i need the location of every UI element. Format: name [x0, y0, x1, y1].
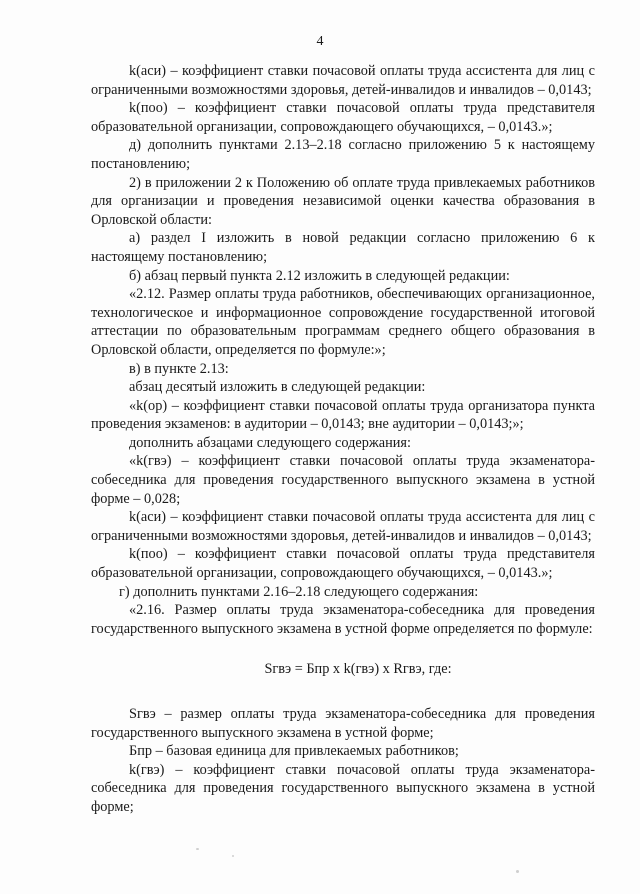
paragraph: «2.12. Размер оплаты труда работников, обеспечивающих организационное, технологическое и информационное сопровождение государственной итоговой аттестации по образовательным программам среднего общего образования в Орловской области, определяется по формуле:»; — [91, 286, 595, 358]
paragraph: k(гвэ) – коэффициент ставки почасовой оплаты труда экзаменатора-собеседника для проведения государственного выпускного экзамена в устной форме; — [91, 761, 595, 815]
scan-speck — [232, 855, 234, 857]
paragraph: Бпр – базовая единица для привлекаемых работников; — [129, 743, 459, 760]
paragraph: k(поо) – коэффициент ставки почасовой оплаты труда представителя образовательной организации, сопровождающего обучающихся, – 0,0143.»; — [91, 546, 595, 582]
paragraph: дополнить абзацами следующего содержания: — [129, 434, 411, 451]
paragraph: д) дополнить пунктами 2.13–2.18 согласно приложению 5 к настоящему постановлению; — [91, 137, 595, 172]
paragraph: k(аси) – коэффициент ставки почасовой оплаты труда ассистента для лиц с ограниченными возможностями здоровья, детей-инвалидов и инвалидов – 0,0143; — [91, 63, 595, 98]
paragraph: «2.16. Размер оплаты труда экзаменатора-собеседника для проведения государственного выпускного экзамена в устной форме определяется по формуле: — [91, 602, 595, 637]
paragraph: Sгвэ – размер оплаты труда экзаменатора-собеседника для проведения государственного выпускного экзамена в устной форме; — [91, 706, 595, 741]
paragraph: в) в пункте 2.13: — [129, 360, 229, 377]
document-body — [91, 62, 595, 817]
paragraph: б) абзац первый пункта 2.12 изложить в следующей редакции: — [129, 267, 510, 284]
scan-speck — [196, 848, 199, 850]
paragraph: «k(гвэ) – коэффициент ставки почасовой оплаты труда экзаменатора-собеседника для проведения государственного выпускного экзамена в устной форме – 0,028; — [91, 453, 595, 507]
paragraph: г) дополнить пунктами 2.16–2.18 следующего содержания: — [119, 583, 479, 600]
paragraph: k(аси) – коэффициент ставки почасовой оплаты труда ассистента для лиц с ограниченными возможностями здоровья, детей-инвалидов и инвалидов – 0,0143; — [91, 509, 595, 544]
scan-speck — [516, 870, 519, 873]
paragraph: k(поо) – коэффициент ставки почасовой оплаты труда представителя образовательной организации, сопровождающего обучающихся, – 0,0143.»; — [91, 100, 595, 135]
paragraph: «k(ор) – коэффициент ставки почасовой оплаты труда организатора пункта проведения экзаменов: в аудитории – 0,0143; вне аудитории – 0,0143;»; — [91, 397, 595, 433]
paragraph: абзац десятый изложить в следующей редакции: — [129, 379, 426, 396]
paragraph: а) раздел I изложить в новой редакции согласно приложению 6 к настоящему постановлению; — [91, 230, 595, 265]
paragraph: 2) в приложении 2 к Положению об оплате труда привлекаемых работников для организации и проведения независимой оценки качества образования в Орловской области: — [91, 174, 595, 228]
formula: Sгвэ = Бпр x k(гвэ) x Rгвэ, где: — [264, 661, 452, 678]
page-number: 4 — [316, 34, 324, 49]
